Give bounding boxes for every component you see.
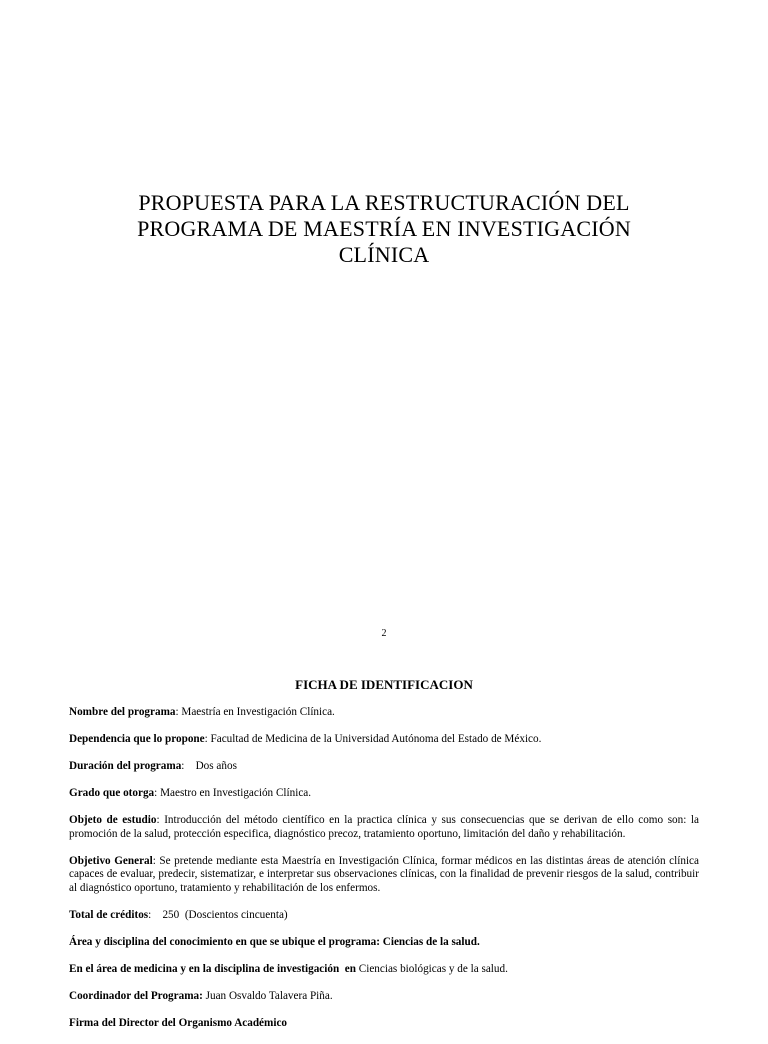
field-program-name [69,706,699,720]
field-separator: : [156,813,165,826]
field-program-coordinator [69,990,699,1004]
field-value: Maestro en Investigación Clínica. [160,786,312,799]
field-total-credits [69,909,699,923]
field-value: Ciencias de la salud. [382,935,480,948]
field-label: Área y disciplina del conocimiento en que se ubique el programa: [69,935,380,948]
field-value: 250 (Doscientos cincuenta) [162,908,288,921]
field-label: Dependencia que lo propone [69,732,205,745]
field-separator: : [154,786,161,799]
title-line-2: PROGRAMA DE MAESTRÍA EN INVESTIGACIÓN [137,216,631,241]
field-separator: : [152,854,160,867]
field-value: Introducción del método científico en la practica clínica y sus consecuencias que se derivan de ello como son: la promoción de la salud, protección especifica, diagnóstico precoz, tratamiento oportuno, limitación del daño y rehabilitación. [69,813,699,840]
document-title [80,190,688,268]
field-label: Firma del Director del Organismo Académico [69,1016,288,1029]
field-label: Objetivo General [69,854,153,867]
field-label: En el área de medicina y en la disciplina de investigación en [69,962,356,975]
field-discipline [69,963,699,977]
field-separator: : [181,759,196,772]
field-separator: : [148,908,163,921]
title-line-1: PROPUESTA PARA LA RESTRUCTURACIÓN DEL [138,190,630,215]
field-director-signature [69,1017,699,1031]
field-label: Nombre del programa [69,706,176,718]
field-proposing-dependency [69,733,699,747]
page-number: 2 [381,628,387,639]
field-program-duration [69,760,699,774]
field-value: Dos años [195,759,237,772]
field-general-objective [69,855,699,896]
field-separator: : [175,706,182,718]
identification-fields [69,706,699,1044]
field-degree-granted [69,787,699,801]
field-label: Total de créditos [69,908,149,921]
field-label: Grado que otorga [69,786,155,799]
title-line-3: CLÍNICA [338,242,430,267]
field-label: Duración del programa [69,759,182,772]
field-object-of-study [69,814,699,841]
section-heading: FICHA DE IDENTIFICACION [295,677,473,692]
field-value: Juan Osvaldo Talavera Piña. [205,989,333,1002]
field-knowledge-area [69,936,699,950]
field-value: Ciencias biológicas y de la salud. [358,962,508,975]
field-value: Facultad de Medicina de la Universidad Autónoma del Estado de México. [210,732,542,745]
field-value: Maestría en Investigación Clínica. [181,706,335,718]
field-value: Se pretende mediante esta Maestría en Investigación Clínica, formar médicos en las distintas áreas de atención clínica capaces de evaluar, predecir, sistematizar, e interpretar sus observaciones clínicas, con la finalidad de prevenir riesgos de la salud, contribuir al diagnóstico oportuno, tratamiento y rehabilitación de los enfermos. [69,854,699,894]
field-label: Coordinador del Programa: [69,989,203,1002]
field-label: Objeto de estudio [69,813,157,826]
field-separator: : [204,732,211,745]
